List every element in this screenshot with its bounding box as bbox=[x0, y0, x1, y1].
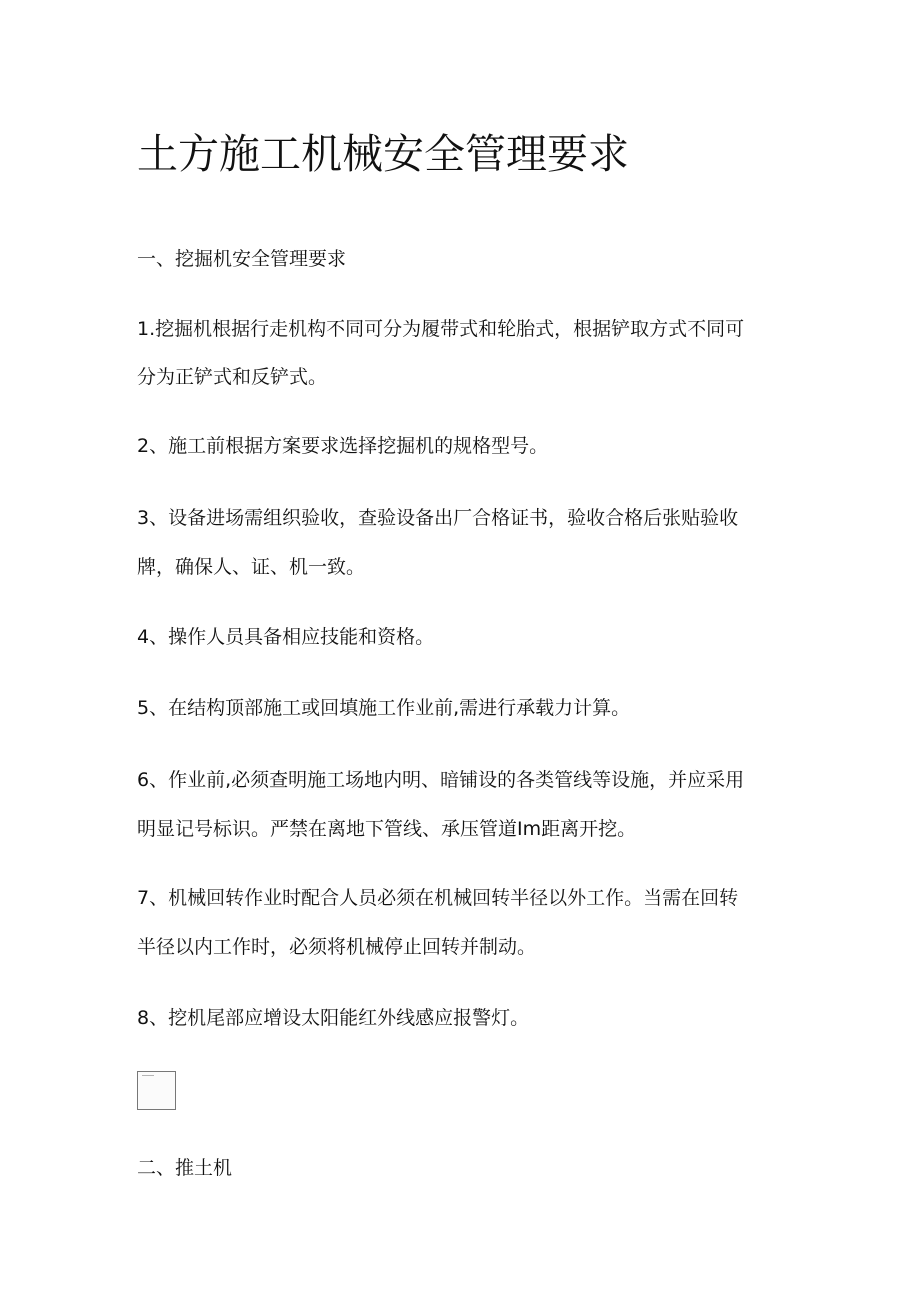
item-1-line-1: 1.挖掘机根据行走机构不同可分为履带式和轮胎式，根据铲取方式不同可 bbox=[137, 318, 745, 340]
item-3-line-1: 3、设备进场需组织验收，查验设备出厂合格证书，验收合格后张贴验收 bbox=[137, 507, 739, 529]
item-3-line-2: 牌，确保人、证、机一致。 bbox=[137, 556, 366, 578]
item-6-line-1: 6、作业前,必须查明施工场地内明、暗铺设的各类管线等设施，并应采用 bbox=[137, 769, 745, 791]
document-title: 土方施工机械安全管理要求 bbox=[137, 130, 629, 178]
image-placeholder-mark bbox=[142, 1075, 154, 1079]
item-7-line-1: 7、机械回转作业时配合人员必须在机械回转半径以外工作。当需在回转 bbox=[137, 887, 739, 909]
item-5-line-1: 5、在结构顶部施工或回填施工作业前,需进行承载力计算。 bbox=[137, 697, 631, 719]
item-4-line-1: 4、操作人员具备相应技能和资格。 bbox=[137, 626, 435, 648]
item-1-line-2: 分为正铲式和反铲式。 bbox=[137, 366, 328, 388]
image-placeholder bbox=[137, 1071, 176, 1110]
item-6-line-2: 明显记号标识。严禁在离地下管线、承压管道Im距离开挖。 bbox=[137, 818, 637, 840]
section-2-heading: 二、推土机 bbox=[137, 1157, 233, 1179]
section-1-heading: 一、挖掘机安全管理要求 bbox=[137, 248, 347, 270]
item-2-line-1: 2、施工前根据方案要求选择挖掘机的规格型号。 bbox=[137, 435, 549, 457]
item-7-line-2: 半径以内工作时，必须将机械停止回转并制动。 bbox=[137, 936, 537, 958]
item-8-line-1: 8、挖机尾部应增设太阳能红外线感应报警灯。 bbox=[137, 1007, 530, 1029]
